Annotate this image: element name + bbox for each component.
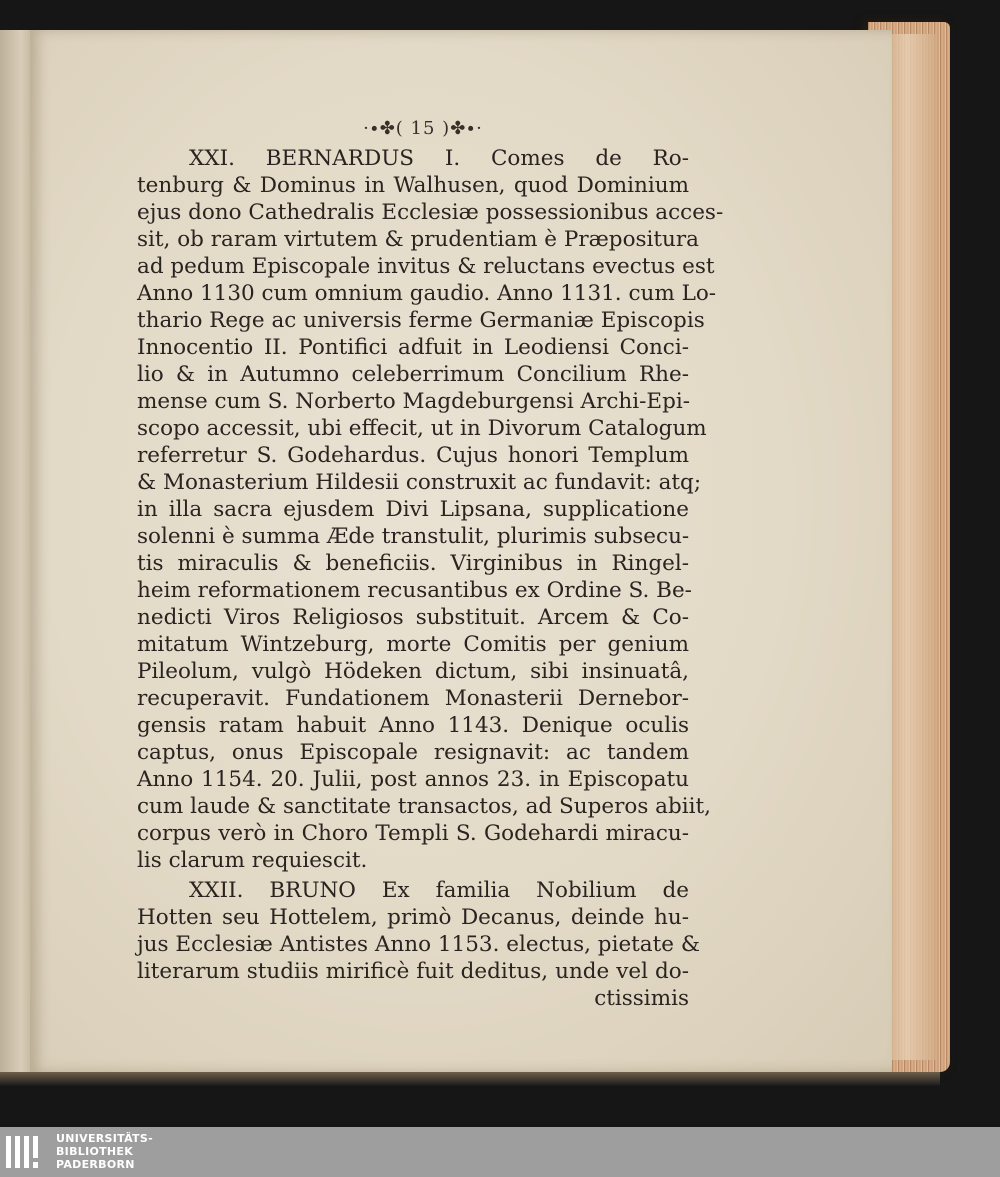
text-line: gensis ratam habuit Anno 1143. Denique oculis: [137, 713, 689, 738]
logo-line-1: UNIVERSITÄTS-: [56, 1132, 153, 1145]
text-line: corpus verò in Choro Templi S. Godehardi miracu-: [137, 821, 689, 846]
text-line: heim reformationem recusantibus ex Ordine S. Be-: [137, 578, 692, 603]
page-bottom-shadow: [0, 1072, 940, 1086]
text-line: literarum studiis mirificè fuit deditus, unde vel do-: [137, 959, 689, 984]
text-line: in illa sacra ejusdem Divi Lipsana, supplicatione: [137, 497, 689, 522]
text-line: XXII. BRUNO Ex familia Nobilium de: [189, 878, 689, 903]
library-logo-icon: [6, 1136, 48, 1168]
text-line: Anno 1154. 20. Julii, post annos 23. in Episcopatu: [137, 767, 689, 792]
text-line: lis clarum requiescit.: [137, 848, 368, 873]
text-line: nedicti Viros Religiosos substituit. Arcem & Co-: [137, 605, 689, 630]
text-line: Innocentio II. Pontifici adfuit in Leodiensi Conci-: [137, 335, 689, 360]
text-line: thario Rege ac universis ferme Germaniæ Episcopis: [137, 308, 705, 333]
text-line: scopo accessit, ubi effecit, ut in Divorum Catalogum: [137, 416, 707, 441]
text-line: ejus dono Cathedralis Ecclesiæ possessionibus acces-: [137, 200, 724, 225]
text-line: Anno 1130 cum omnium gaudio. Anno 1131. cum Lo-: [137, 281, 717, 306]
text-line: referretur S. Godehardus. Cujus honori Templum: [137, 443, 689, 468]
text-line: jus Ecclesiæ Antistes Anno 1153. electus, pietate &: [137, 932, 700, 957]
text-line: & Monasterium Hildesii construxit ac fundavit: atq;: [137, 470, 702, 495]
text-line: mitatum Wintzeburg, morte Comitis per genium: [137, 632, 689, 657]
text-line: Pileolum, vulgò Hödeken dictum, sibi insinuatâ,: [137, 659, 689, 684]
catchword: ctissimis: [594, 986, 689, 1011]
text-line: captus, onus Episcopale resignavit: ac tandem: [137, 740, 689, 765]
library-footer-bar: [0, 1127, 1000, 1177]
text-line: solenni è summa Æde transtulit, plurimis subsecu-: [137, 524, 690, 549]
page-header: ·∙✤( 15 )✤∙·: [363, 118, 483, 139]
text-line: tis miraculis & beneficiis. Virginibus in Ringel-: [137, 551, 689, 576]
text-line: lio & in Autumno celeberrimum Concilium Rhe-: [137, 362, 689, 387]
page-text: [137, 118, 724, 1012]
text-line: ad pedum Episcopale invitus & reluctans evectus est: [137, 254, 715, 279]
text-line: mense cum S. Norberto Magdeburgensi Archi-Epi-: [137, 389, 690, 414]
text-line: Hotten seu Hottelem, primò Decanus, deinde hu-: [137, 905, 689, 930]
text-line: cum laude & sanctitate transactos, ad Superos abiit,: [137, 794, 711, 819]
logo-line-3: PADERBORN: [56, 1158, 135, 1171]
library-logo-text: [56, 1132, 153, 1171]
text-line: XXI. BERNARDUS I. Comes de Ro-: [189, 146, 689, 171]
text-line: tenburg & Dominus in Walhusen, quod Dominium: [137, 173, 689, 198]
text-line: sit, ob raram virtutem & prudentiam è Præpositura: [137, 227, 700, 252]
section-xxii: [137, 877, 700, 1012]
text-line: recuperavit. Fundationem Monasterii Dernebor-: [137, 686, 689, 711]
section-xxi: [137, 145, 724, 874]
left-page-edge: [0, 30, 32, 1075]
logo-line-2: BIBLIOTHEK: [56, 1145, 134, 1158]
